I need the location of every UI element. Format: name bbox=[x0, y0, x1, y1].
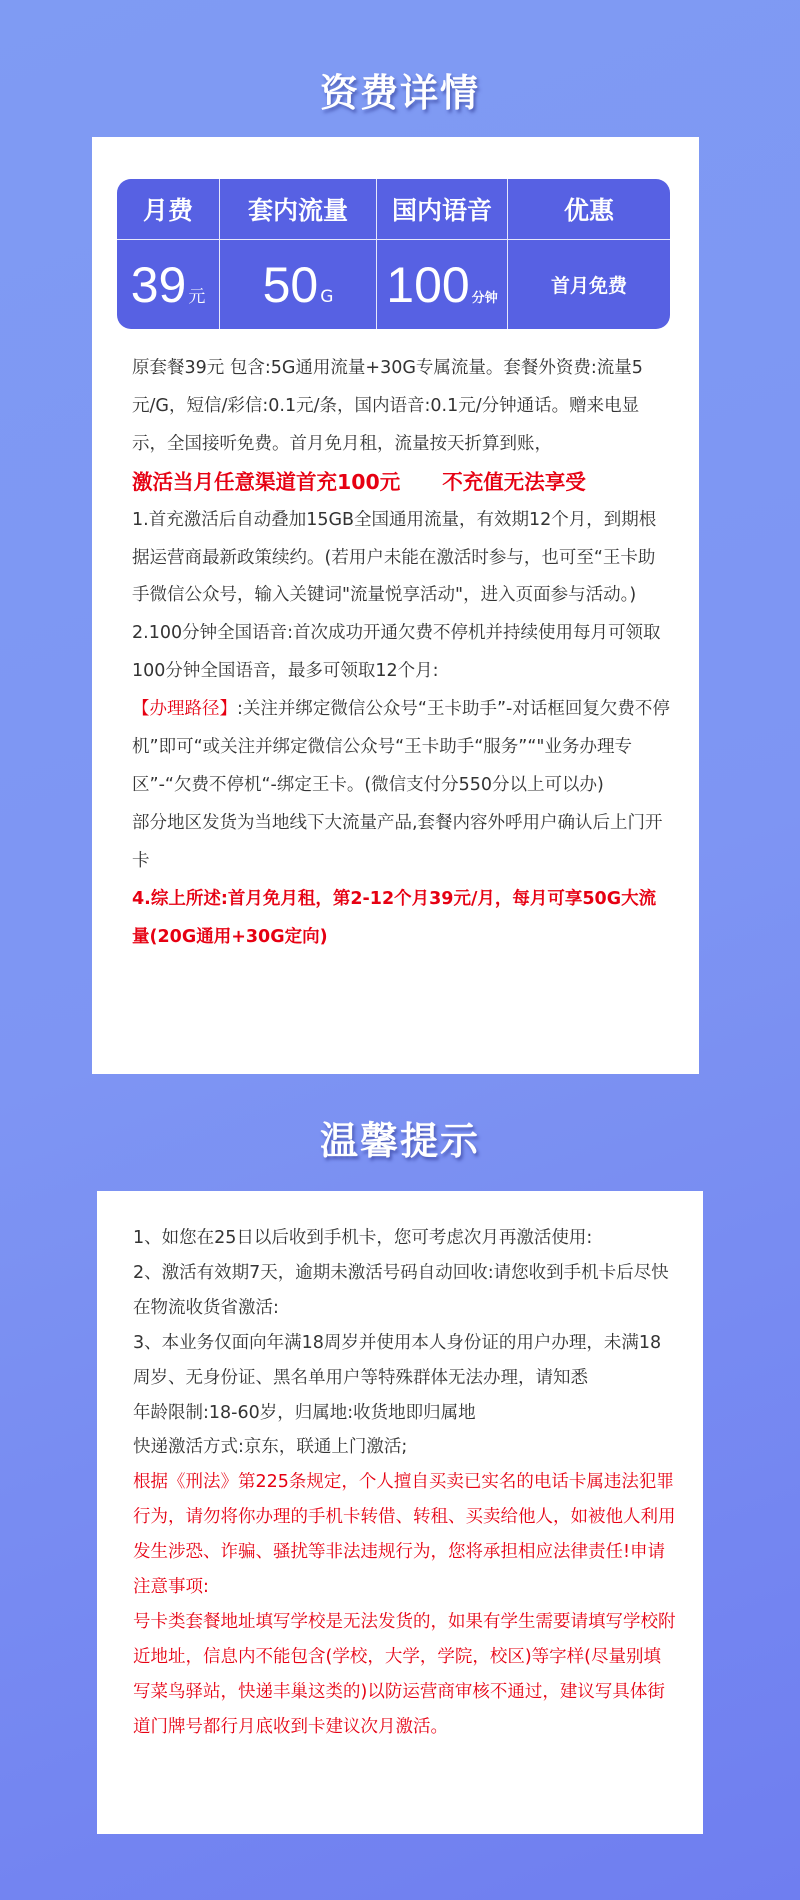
voice-unit: 分钟 bbox=[471, 290, 498, 306]
section-title-fee-details: 资费详情 bbox=[319, 71, 480, 115]
tip-eligibility: 3、本业务仅面向年满18周岁并使用本人身份证的用户办理，未满18周岁、无身份证、黑名单用户等特殊群体无法办理，请知悉 bbox=[133, 1332, 662, 1388]
tips-text bbox=[133, 1221, 678, 1745]
regional-shipping-note: 部分地区发货为当地线下大流量产品,套餐内容外呼用户确认后上门开卡 bbox=[132, 812, 663, 871]
section-title-tips: 温馨提示 bbox=[319, 1119, 480, 1163]
header-promo: 优惠 bbox=[508, 179, 670, 240]
bonus-data-description: 1.首充激活后自动叠加15GB全国通用流量，有效期12个月，到期根据运营商最新政策续约。(若用户未能在激活时参与，也可至“王卡助手微信公众号，输入关键词"流量悦享活动"，进入页面参与活动。) bbox=[132, 509, 657, 606]
header-data: 套内流量 bbox=[220, 179, 377, 240]
monthly-fee-cell bbox=[117, 240, 220, 329]
data-unit: G bbox=[320, 286, 334, 307]
tip-activation-validity: 2、激活有效期7天，逾期未激活号码自动回收:请您收到手机卡后尽快在物流收货省激活: bbox=[133, 1262, 669, 1318]
monthly-fee-unit: 元 bbox=[188, 286, 206, 307]
fee-details-text bbox=[132, 350, 672, 957]
data-cell bbox=[220, 240, 377, 329]
header-monthly-fee: 月费 bbox=[117, 179, 220, 240]
voice-cell bbox=[377, 240, 508, 329]
tip-activation-timing: 1、如您在25日以后收到手机卡，您可考虑次月再激活使用: bbox=[133, 1228, 593, 1248]
application-path bbox=[132, 691, 672, 805]
header-voice: 国内语音 bbox=[377, 179, 508, 240]
tip-legal-warning: 根据《刑法》第225条规定，个人擅自买卖已实名的电话卡属违法犯罪行为，请勿将你办理的手机卡转借、转租、买卖给他人，如被他人利用发生涉恐、诈骗、骚扰等非法违规行为，您将承担相应法律责任!申请注意事项: bbox=[133, 1472, 676, 1598]
package-description: 原套餐39元 包含:5G通用流量+30G专属流量。套餐外资费:流量5元/G，短信/彩信:0.1元/条，国内语音:0.1元/分钟通话。赠来电显示，全国接听免费。首月免月租，流量按天折算到账， bbox=[132, 358, 643, 454]
tip-address-note: 号卡类套餐地址填写学校是无法发货的，如果有学生需要请填写学校附近地址，信息内不能包含(学校，大学，学院，校区)等字样(尽量别填写菜鸟驿站，快递丰巢这类的)以防运营商审核不通过，建议写具体街道门牌号都行月底收到卡建议次月激活。 bbox=[133, 1611, 676, 1737]
fee-details-card bbox=[92, 137, 699, 1074]
application-path-label: 【办理路径】 bbox=[132, 699, 237, 720]
activation-warning bbox=[132, 464, 672, 502]
tip-express-activation: 快递激活方式:京东，联通上门激活; bbox=[133, 1437, 408, 1458]
activation-warning-recharge: 激活当月任意渠道首充100元 bbox=[132, 469, 401, 494]
summary-text: 4.综上所述:首月免月租，第2-12个月39元/月，每月可享50G大流量(20G通用+30G定向) bbox=[132, 888, 657, 947]
voice-value: 100 bbox=[386, 256, 470, 313]
tips-card bbox=[97, 1191, 703, 1834]
fee-table-value-row bbox=[117, 240, 670, 329]
fee-table-header-row bbox=[117, 179, 670, 240]
data-value: 50 bbox=[262, 256, 319, 313]
promo-value: 首月免费 bbox=[550, 275, 627, 298]
monthly-fee-value: 39 bbox=[130, 256, 187, 313]
promo-cell bbox=[508, 240, 670, 329]
activation-warning-no-recharge: 不充值无法享受 bbox=[442, 469, 586, 494]
application-path-text: :关注并绑定微信公众号“王卡助手”-对话框回复欠费不停机”即可“或关注并绑定微信公众号“王卡助手“服务”“"业务办理专区”-“欠费不停机“-绑定王卡。(微信支付分550分以上可以办) bbox=[132, 699, 670, 795]
tip-age-limit: 年龄限制:18-60岁，归属地:收货地即归属地 bbox=[133, 1402, 476, 1423]
voice-bonus-description: 2.100分钟全国语音:首次成功开通欠费不停机并持续使用每月可领取100分钟全国语音，最多可领取12个月: bbox=[132, 623, 661, 682]
fee-table bbox=[117, 179, 670, 329]
